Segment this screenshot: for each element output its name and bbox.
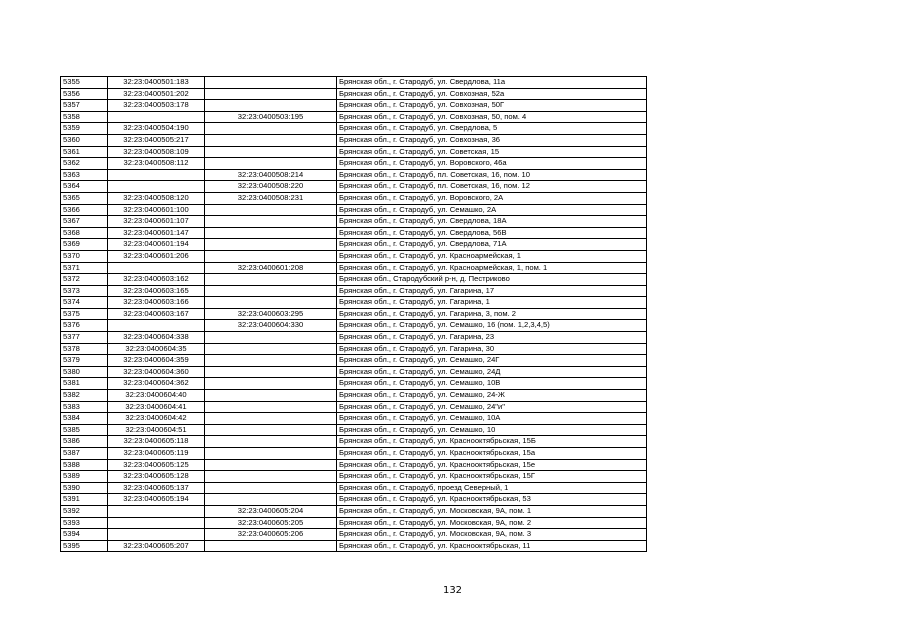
table-row xyxy=(61,100,647,112)
cadastral-table-body xyxy=(61,77,647,552)
table-row xyxy=(61,366,647,378)
address-cell: Брянская обл., г. Стародуб, ул. Совхозная, 50, пом. 4 xyxy=(337,111,647,123)
row-number-cell: 5392 xyxy=(61,505,108,517)
table-row xyxy=(61,424,647,436)
table-row xyxy=(61,471,647,483)
row-number-cell: 5393 xyxy=(61,517,108,529)
row-number-cell: 5371 xyxy=(61,262,108,274)
building-cadastral-number-cell xyxy=(205,482,337,494)
row-number-cell: 5361 xyxy=(61,146,108,158)
address-cell: Брянская обл., г. Стародуб, ул. Воровского, 46а xyxy=(337,158,647,170)
table-row xyxy=(61,134,647,146)
table-row xyxy=(61,517,647,529)
row-number-cell: 5377 xyxy=(61,332,108,344)
row-number-cell: 5390 xyxy=(61,482,108,494)
building-cadastral-number-cell: 32:23:0400508:231 xyxy=(205,192,337,204)
row-number-cell: 5388 xyxy=(61,459,108,471)
building-cadastral-number-cell: 32:23:0400503:195 xyxy=(205,111,337,123)
row-number-cell: 5385 xyxy=(61,424,108,436)
land-cadastral-number-cell: 32:23:0400604:338 xyxy=(108,332,205,344)
land-cadastral-number-cell: 32:23:0400601:147 xyxy=(108,227,205,239)
building-cadastral-number-cell: 32:23:0400605:205 xyxy=(205,517,337,529)
table-row xyxy=(61,192,647,204)
building-cadastral-number-cell xyxy=(205,285,337,297)
row-number-cell: 5369 xyxy=(61,239,108,251)
address-cell: Брянская обл., Стародубский р-н, д. Пестриково xyxy=(337,274,647,286)
building-cadastral-number-cell xyxy=(205,77,337,89)
land-cadastral-number-cell: 32:23:0400604:41 xyxy=(108,401,205,413)
address-cell: Брянская обл., г. Стародуб, ул. Краснооктябрьская, 15Г xyxy=(337,471,647,483)
address-cell: Брянская обл., г. Стародуб, ул. Краснооктябрьская, 53 xyxy=(337,494,647,506)
building-cadastral-number-cell xyxy=(205,297,337,309)
building-cadastral-number-cell xyxy=(205,471,337,483)
building-cadastral-number-cell xyxy=(205,540,337,552)
table-row xyxy=(61,88,647,100)
address-cell: Брянская обл., г. Стародуб, ул. Семашко, 24Г xyxy=(337,355,647,367)
table-row xyxy=(61,320,647,332)
address-cell: Брянская обл., г. Стародуб, ул. Свердлова, 11а xyxy=(337,77,647,89)
table-row xyxy=(61,297,647,309)
land-cadastral-number-cell: 32:23:0400504:190 xyxy=(108,123,205,135)
land-cadastral-number-cell: 32:23:0400605:128 xyxy=(108,471,205,483)
building-cadastral-number-cell xyxy=(205,355,337,367)
address-cell: Брянская обл., г. Стародуб, пл. Советская, 16, пом. 12 xyxy=(337,181,647,193)
table-row xyxy=(61,355,647,367)
address-cell: Брянская обл., г. Стародуб, ул. Московская, 9А, пом. 2 xyxy=(337,517,647,529)
table-row xyxy=(61,111,647,123)
address-cell: Брянская обл., г. Стародуб, ул. Семашко, 24-Ж xyxy=(337,390,647,402)
row-number-cell: 5372 xyxy=(61,274,108,286)
building-cadastral-number-cell xyxy=(205,424,337,436)
table-row xyxy=(61,274,647,286)
row-number-cell: 5379 xyxy=(61,355,108,367)
land-cadastral-number-cell: 32:23:0400603:166 xyxy=(108,297,205,309)
row-number-cell: 5389 xyxy=(61,471,108,483)
row-number-cell: 5383 xyxy=(61,401,108,413)
address-cell: Брянская обл., г. Стародуб, проезд Северный, 1 xyxy=(337,482,647,494)
land-cadastral-number-cell: 32:23:0400601:194 xyxy=(108,239,205,251)
row-number-cell: 5394 xyxy=(61,529,108,541)
land-cadastral-number-cell: 32:23:0400605:137 xyxy=(108,482,205,494)
table-row xyxy=(61,436,647,448)
address-cell: Брянская обл., г. Стародуб, ул. Семашко, 24Д xyxy=(337,366,647,378)
row-number-cell: 5357 xyxy=(61,100,108,112)
address-cell: Брянская обл., г. Стародуб, ул. Совхозная, 36 xyxy=(337,134,647,146)
row-number-cell: 5366 xyxy=(61,204,108,216)
building-cadastral-number-cell: 32:23:0400601:208 xyxy=(205,262,337,274)
row-number-cell: 5395 xyxy=(61,540,108,552)
address-cell: Брянская обл., г. Стародуб, ул. Совхозная, 52а xyxy=(337,88,647,100)
building-cadastral-number-cell xyxy=(205,390,337,402)
building-cadastral-number-cell xyxy=(205,204,337,216)
address-cell: Брянская обл., г. Стародуб, ул. Свердлова, 18А xyxy=(337,216,647,228)
building-cadastral-number-cell xyxy=(205,250,337,262)
land-cadastral-number-cell: 32:23:0400604:362 xyxy=(108,378,205,390)
building-cadastral-number-cell xyxy=(205,158,337,170)
building-cadastral-number-cell xyxy=(205,134,337,146)
land-cadastral-number-cell: 32:23:0400501:183 xyxy=(108,77,205,89)
table-row xyxy=(61,77,647,89)
land-cadastral-number-cell xyxy=(108,320,205,332)
table-row xyxy=(61,459,647,471)
row-number-cell: 5367 xyxy=(61,216,108,228)
row-number-cell: 5355 xyxy=(61,77,108,89)
land-cadastral-number-cell: 32:23:0400604:35 xyxy=(108,343,205,355)
address-cell: Брянская обл., г. Стародуб, ул. Свердлова, 56В xyxy=(337,227,647,239)
land-cadastral-number-cell xyxy=(108,517,205,529)
address-cell: Брянская обл., г. Стародуб, ул. Воровского, 2А xyxy=(337,192,647,204)
table-row xyxy=(61,146,647,158)
table-row xyxy=(61,343,647,355)
row-number-cell: 5360 xyxy=(61,134,108,146)
row-number-cell: 5374 xyxy=(61,297,108,309)
land-cadastral-number-cell: 32:23:0400604:42 xyxy=(108,413,205,425)
row-number-cell: 5382 xyxy=(61,390,108,402)
address-cell: Брянская обл., г. Стародуб, ул. Краснооктябрьская, 15Б xyxy=(337,436,647,448)
land-cadastral-number-cell: 32:23:0400508:112 xyxy=(108,158,205,170)
address-cell: Брянская обл., г. Стародуб, ул. Семашко, 16 (пом. 1,2,3,4,5) xyxy=(337,320,647,332)
row-number-cell: 5365 xyxy=(61,192,108,204)
table-row xyxy=(61,401,647,413)
land-cadastral-number-cell: 32:23:0400508:120 xyxy=(108,192,205,204)
table-row xyxy=(61,216,647,228)
row-number-cell: 5359 xyxy=(61,123,108,135)
address-cell: Брянская обл., г. Стародуб, ул. Гагарина, 30 xyxy=(337,343,647,355)
address-cell: Брянская обл., г. Стародуб, ул. Красноармейская, 1 xyxy=(337,250,647,262)
building-cadastral-number-cell: 32:23:0400603:295 xyxy=(205,308,337,320)
land-cadastral-number-cell xyxy=(108,111,205,123)
land-cadastral-number-cell xyxy=(108,262,205,274)
building-cadastral-number-cell xyxy=(205,100,337,112)
table-row xyxy=(61,390,647,402)
building-cadastral-number-cell xyxy=(205,413,337,425)
table-row xyxy=(61,505,647,517)
table-row xyxy=(61,239,647,251)
address-cell: Брянская обл., г. Стародуб, ул. Свердлова, 71А xyxy=(337,239,647,251)
table-row xyxy=(61,227,647,239)
cadastral-table xyxy=(60,76,647,552)
row-number-cell: 5391 xyxy=(61,494,108,506)
table-row xyxy=(61,378,647,390)
building-cadastral-number-cell xyxy=(205,494,337,506)
address-cell: Брянская обл., г. Стародуб, пл. Советская, 16, пом. 10 xyxy=(337,169,647,181)
land-cadastral-number-cell: 32:23:0400603:167 xyxy=(108,308,205,320)
land-cadastral-number-cell: 32:23:0400508:109 xyxy=(108,146,205,158)
address-cell: Брянская обл., г. Стародуб, ул. Краснооктябрьская, 15е xyxy=(337,459,647,471)
land-cadastral-number-cell: 32:23:0400601:107 xyxy=(108,216,205,228)
building-cadastral-number-cell xyxy=(205,146,337,158)
address-cell: Брянская обл., г. Стародуб, ул. Московская, 9А, пом. 3 xyxy=(337,529,647,541)
address-cell: Брянская обл., г. Стародуб, ул. Семашко, 10 xyxy=(337,424,647,436)
table-row xyxy=(61,482,647,494)
address-cell: Брянская обл., г. Стародуб, ул. Свердлова, 5 xyxy=(337,123,647,135)
building-cadastral-number-cell: 32:23:0400604:330 xyxy=(205,320,337,332)
row-number-cell: 5384 xyxy=(61,413,108,425)
address-cell: Брянская обл., г. Стародуб, ул. Совхозная, 50Г xyxy=(337,100,647,112)
row-number-cell: 5368 xyxy=(61,227,108,239)
row-number-cell: 5370 xyxy=(61,250,108,262)
land-cadastral-number-cell: 32:23:0400601:100 xyxy=(108,204,205,216)
land-cadastral-number-cell: 32:23:0400605:194 xyxy=(108,494,205,506)
address-cell: Брянская обл., г. Стародуб, ул. Семашко, 10В xyxy=(337,378,647,390)
land-cadastral-number-cell: 32:23:0400605:207 xyxy=(108,540,205,552)
land-cadastral-number-cell: 32:23:0400503:178 xyxy=(108,100,205,112)
table-row xyxy=(61,181,647,193)
row-number-cell: 5375 xyxy=(61,308,108,320)
table-row xyxy=(61,158,647,170)
land-cadastral-number-cell: 32:23:0400605:118 xyxy=(108,436,205,448)
land-cadastral-number-cell: 32:23:0400604:51 xyxy=(108,424,205,436)
building-cadastral-number-cell: 32:23:0400508:220 xyxy=(205,181,337,193)
land-cadastral-number-cell: 32:23:0400604:40 xyxy=(108,390,205,402)
address-cell: Брянская обл., г. Стародуб, ул. Гагарина, 23 xyxy=(337,332,647,344)
table-row xyxy=(61,204,647,216)
address-cell: Брянская обл., г. Стародуб, ул. Семашко, 24"и" xyxy=(337,401,647,413)
table-row xyxy=(61,540,647,552)
address-cell: Брянская обл., г. Стародуб, ул. Семашко, 10А xyxy=(337,413,647,425)
building-cadastral-number-cell xyxy=(205,378,337,390)
land-cadastral-number-cell: 32:23:0400501:202 xyxy=(108,88,205,100)
building-cadastral-number-cell xyxy=(205,448,337,460)
building-cadastral-number-cell xyxy=(205,274,337,286)
row-number-cell: 5363 xyxy=(61,169,108,181)
row-number-cell: 5356 xyxy=(61,88,108,100)
row-number-cell: 5373 xyxy=(61,285,108,297)
address-cell: Брянская обл., г. Стародуб, ул. Семашко, 2А xyxy=(337,204,647,216)
building-cadastral-number-cell xyxy=(205,123,337,135)
table-row xyxy=(61,448,647,460)
table-row xyxy=(61,169,647,181)
land-cadastral-number-cell: 32:23:0400605:119 xyxy=(108,448,205,460)
table-row xyxy=(61,250,647,262)
row-number-cell: 5364 xyxy=(61,181,108,193)
building-cadastral-number-cell: 32:23:0400605:204 xyxy=(205,505,337,517)
row-number-cell: 5358 xyxy=(61,111,108,123)
land-cadastral-number-cell xyxy=(108,505,205,517)
address-cell: Брянская обл., г. Стародуб, ул. Гагарина, 1 xyxy=(337,297,647,309)
table-row xyxy=(61,285,647,297)
row-number-cell: 5380 xyxy=(61,366,108,378)
land-cadastral-number-cell: 32:23:0400505:217 xyxy=(108,134,205,146)
building-cadastral-number-cell xyxy=(205,366,337,378)
building-cadastral-number-cell xyxy=(205,227,337,239)
table-row xyxy=(61,529,647,541)
building-cadastral-number-cell: 32:23:0400605:206 xyxy=(205,529,337,541)
land-cadastral-number-cell: 32:23:0400604:360 xyxy=(108,366,205,378)
table-row xyxy=(61,308,647,320)
row-number-cell: 5387 xyxy=(61,448,108,460)
row-number-cell: 5386 xyxy=(61,436,108,448)
address-cell: Брянская обл., г. Стародуб, ул. Краснооктябрьская, 11 xyxy=(337,540,647,552)
building-cadastral-number-cell xyxy=(205,239,337,251)
building-cadastral-number-cell xyxy=(205,436,337,448)
table-row xyxy=(61,262,647,274)
land-cadastral-number-cell xyxy=(108,169,205,181)
building-cadastral-number-cell: 32:23:0400508:214 xyxy=(205,169,337,181)
land-cadastral-number-cell: 32:23:0400605:125 xyxy=(108,459,205,471)
page-number: 132 xyxy=(442,585,463,596)
table-row xyxy=(61,494,647,506)
address-cell: Брянская обл., г. Стародуб, ул. Краснооктябрьская, 15а xyxy=(337,448,647,460)
land-cadastral-number-cell: 32:23:0400601:206 xyxy=(108,250,205,262)
land-cadastral-number-cell xyxy=(108,181,205,193)
building-cadastral-number-cell xyxy=(205,332,337,344)
address-cell: Брянская обл., г. Стародуб, ул. Московская, 9А, пом. 1 xyxy=(337,505,647,517)
address-cell: Брянская обл., г. Стародуб, ул. Гагарина, 17 xyxy=(337,285,647,297)
address-cell: Брянская обл., г. Стародуб, ул. Советская, 15 xyxy=(337,146,647,158)
land-cadastral-number-cell: 32:23:0400603:165 xyxy=(108,285,205,297)
address-cell: Брянская обл., г. Стародуб, ул. Гагарина, 3, пом. 2 xyxy=(337,308,647,320)
building-cadastral-number-cell xyxy=(205,401,337,413)
address-cell: Брянская обл., г. Стародуб, ул. Красноармейская, 1, пом. 1 xyxy=(337,262,647,274)
row-number-cell: 5381 xyxy=(61,378,108,390)
land-cadastral-number-cell: 32:23:0400603:162 xyxy=(108,274,205,286)
land-cadastral-number-cell: 32:23:0400604:359 xyxy=(108,355,205,367)
table-row xyxy=(61,123,647,135)
building-cadastral-number-cell xyxy=(205,88,337,100)
building-cadastral-number-cell xyxy=(205,343,337,355)
row-number-cell: 5376 xyxy=(61,320,108,332)
table-row xyxy=(61,332,647,344)
row-number-cell: 5362 xyxy=(61,158,108,170)
row-number-cell: 5378 xyxy=(61,343,108,355)
table-row xyxy=(61,413,647,425)
building-cadastral-number-cell xyxy=(205,459,337,471)
building-cadastral-number-cell xyxy=(205,216,337,228)
land-cadastral-number-cell xyxy=(108,529,205,541)
